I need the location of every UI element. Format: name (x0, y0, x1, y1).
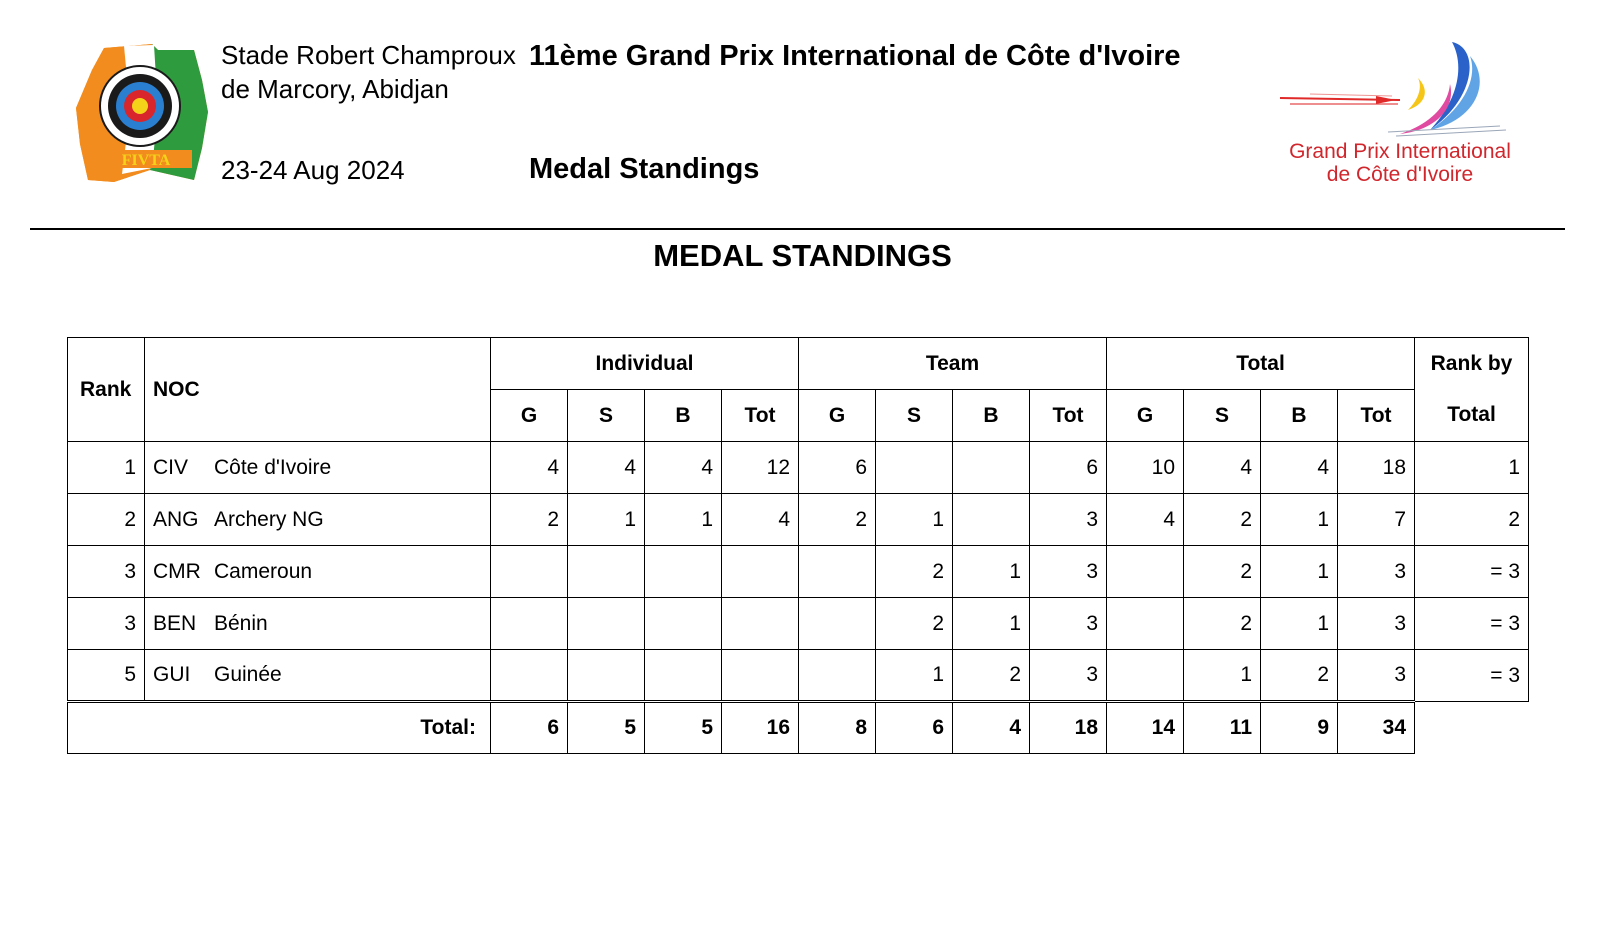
main-heading: MEDAL STANDINGS (653, 238, 952, 273)
team-gold: 2 (799, 494, 876, 546)
rank-cell: 2 (68, 494, 145, 546)
logo-lettering: FIVTA (121, 152, 171, 169)
rankby-cell: = 3 (1415, 650, 1529, 702)
group-team-header: Team (799, 338, 1107, 390)
header-divider (30, 228, 1565, 230)
totals-total-gold: 14 (1107, 702, 1184, 754)
col-rankby-header: Rank by (1415, 338, 1529, 390)
noc-code: CMR (153, 559, 201, 583)
totals-team-gold: 8 (799, 702, 876, 754)
team-tot: 6 (1030, 442, 1107, 494)
team-tot: 3 (1030, 650, 1107, 702)
medal-standings-table (67, 337, 1529, 754)
total-tot: 7 (1338, 494, 1415, 546)
sub-header-b: B (645, 390, 722, 442)
total-gold (1107, 546, 1184, 598)
ind-gold (491, 650, 568, 702)
noc-name: Archery NG (214, 507, 324, 531)
ind-gold: 2 (491, 494, 568, 546)
total-tot: 3 (1338, 650, 1415, 702)
grand-prix-logo-text (1280, 140, 1520, 186)
totals-ind-tot: 16 (722, 702, 799, 754)
ind-gold: 4 (491, 442, 568, 494)
total-silver: 2 (1184, 598, 1261, 650)
table-row (68, 494, 1529, 546)
empty-cell (1415, 702, 1529, 754)
team-silver: 1 (876, 494, 953, 546)
totals-ind-gold: 6 (491, 702, 568, 754)
totals-team-silver: 6 (876, 702, 953, 754)
team-bronze (953, 494, 1030, 546)
sub-header-s: S (1184, 390, 1261, 442)
sub-header-s: S (876, 390, 953, 442)
team-tot: 3 (1030, 546, 1107, 598)
total-gold: 10 (1107, 442, 1184, 494)
rankby-cell: 2 (1415, 494, 1529, 546)
noc-cell (145, 546, 491, 598)
venue-line-2: de Marcory, Abidjan (221, 74, 449, 104)
team-bronze: 2 (953, 650, 1030, 702)
ind-bronze: 4 (645, 442, 722, 494)
table-row (68, 650, 1529, 702)
rank-cell: 3 (68, 546, 145, 598)
sub-header-tot: Tot (722, 390, 799, 442)
col-noc-header: NOC (145, 338, 491, 442)
noc-name: Guinée (214, 663, 282, 686)
ind-silver: 4 (568, 442, 645, 494)
totals-total-bronze: 9 (1261, 702, 1338, 754)
ind-bronze (645, 546, 722, 598)
ind-silver (568, 650, 645, 702)
team-silver: 2 (876, 546, 953, 598)
rank-cell: 5 (68, 650, 145, 702)
ind-silver (568, 598, 645, 650)
ind-bronze (645, 598, 722, 650)
sub-header-tot: Tot (1338, 390, 1415, 442)
group-total-header: Total (1107, 338, 1415, 390)
noc-code: CIV (153, 455, 189, 479)
total-bronze: 4 (1261, 442, 1338, 494)
noc-name: Cameroun (214, 559, 313, 583)
total-gold (1107, 598, 1184, 650)
team-bronze: 1 (953, 598, 1030, 650)
totals-total-tot: 34 (1338, 702, 1415, 754)
sub-header-b: B (953, 390, 1030, 442)
sub-header-b: B (1261, 390, 1338, 442)
ind-tot (722, 650, 799, 702)
col-rank-header: Rank (68, 338, 145, 442)
total-gold: 4 (1107, 494, 1184, 546)
ind-silver (568, 546, 645, 598)
noc-code: BEN (153, 611, 197, 635)
ind-bronze: 1 (645, 494, 722, 546)
team-tot: 3 (1030, 494, 1107, 546)
ind-tot (722, 546, 799, 598)
total-gold (1107, 650, 1184, 702)
noc-name: Bénin (214, 611, 268, 635)
event-dates: 23-24 Aug 2024 (221, 155, 405, 185)
team-gold (799, 546, 876, 598)
ind-tot: 12 (722, 442, 799, 494)
table-row (68, 598, 1529, 650)
sub-header-g: G (1107, 390, 1184, 442)
totals-label: Total: (68, 702, 491, 754)
brand-line-2: de Côte d'Ivoire (1326, 163, 1474, 186)
rank-cell: 1 (68, 442, 145, 494)
totals-team-tot: 18 (1030, 702, 1107, 754)
sub-header-g: G (491, 390, 568, 442)
federation-logo (74, 40, 214, 188)
total-bronze: 1 (1261, 546, 1338, 598)
totals-team-bronze: 4 (953, 702, 1030, 754)
sub-header-s: S (568, 390, 645, 442)
team-silver: 1 (876, 650, 953, 702)
rankby-cell: = 3 (1415, 598, 1529, 650)
ind-gold (491, 546, 568, 598)
total-tot: 3 (1338, 546, 1415, 598)
total-silver: 2 (1184, 546, 1261, 598)
venue-line-1: Stade Robert Champroux (221, 40, 516, 70)
totals-row (68, 702, 1529, 754)
team-gold (799, 598, 876, 650)
ind-silver: 1 (568, 494, 645, 546)
table-row (68, 546, 1529, 598)
noc-code: ANG (153, 507, 199, 531)
noc-cell (145, 494, 491, 546)
team-silver: 2 (876, 598, 953, 650)
team-gold: 6 (799, 442, 876, 494)
document-subtitle: Medal Standings (529, 153, 760, 185)
team-silver (876, 442, 953, 494)
total-bronze: 1 (1261, 598, 1338, 650)
total-silver: 1 (1184, 650, 1261, 702)
total-tot: 3 (1338, 598, 1415, 650)
total-bronze: 2 (1261, 650, 1338, 702)
team-bronze: 1 (953, 546, 1030, 598)
totals-ind-bronze: 5 (645, 702, 722, 754)
brand-line-1: Grand Prix International (1289, 140, 1511, 163)
ind-tot: 4 (722, 494, 799, 546)
team-gold (799, 650, 876, 702)
table-row (68, 442, 1529, 494)
team-tot: 3 (1030, 598, 1107, 650)
sub-header-tot: Tot (1030, 390, 1107, 442)
total-tot: 18 (1338, 442, 1415, 494)
event-title: 11ème Grand Prix International de Côte d'Ivoire (529, 40, 1181, 72)
rankby-cell: 1 (1415, 442, 1529, 494)
noc-cell (145, 442, 491, 494)
totals-total-silver: 11 (1184, 702, 1261, 754)
noc-code: GUI (153, 663, 191, 686)
noc-cell (145, 598, 491, 650)
noc-name: Côte d'Ivoire (214, 455, 332, 479)
venue (221, 38, 516, 106)
ind-gold (491, 598, 568, 650)
group-individual-header: Individual (491, 338, 799, 390)
rankby-cell: = 3 (1415, 546, 1529, 598)
col-rankby-header-line-2: Total (1415, 390, 1529, 442)
rank-cell: 3 (68, 598, 145, 650)
sub-header-g: G (799, 390, 876, 442)
totals-ind-silver: 5 (568, 702, 645, 754)
total-silver: 2 (1184, 494, 1261, 546)
ind-tot (722, 598, 799, 650)
team-bronze (953, 442, 1030, 494)
total-bronze: 1 (1261, 494, 1338, 546)
noc-cell (145, 650, 491, 702)
ind-bronze (645, 650, 722, 702)
total-silver: 4 (1184, 442, 1261, 494)
